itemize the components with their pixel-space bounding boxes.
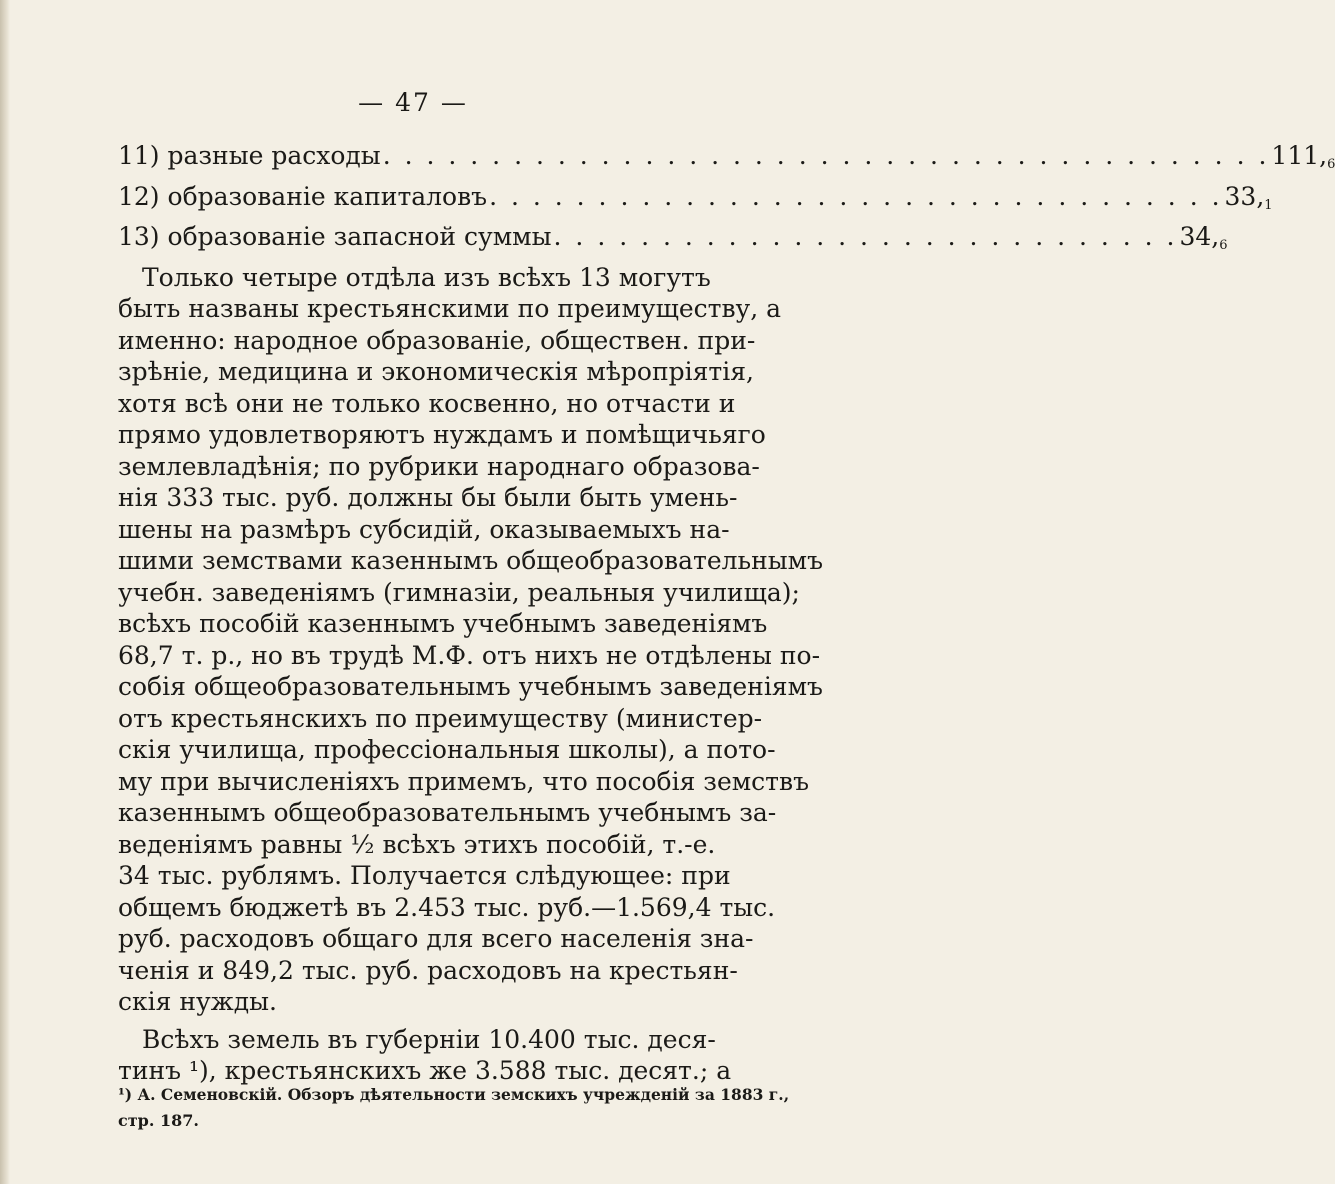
ledger-amount: $111,_6$ (1271, 141, 1335, 172)
ledger-item-13 (118, 221, 1228, 262)
footnote (118, 1082, 790, 1134)
ledger-amount: $33,_1$ (1224, 181, 1273, 213)
ledger-amount: $34,_6$ (1179, 222, 1228, 253)
text-line: землевладѣнія; по рубрики народнаго образова- (118, 451, 760, 481)
text-line: руб. расходовъ общаго для всего населенія зна- (118, 924, 754, 953)
text-line: веденіямъ равны ½ всѣхъ этихъ пособій, т.-е. (118, 829, 716, 859)
footnote-line: ¹) А. Семеновскій. Обзоръ дѣятельности земскихъ учрежденій за 1883 г., (118, 1085, 790, 1104)
page-body (118, 140, 1335, 1087)
leader-dots: . . . . . . . . . . . . . . . . . . . . . . . . . . . . . . . . . . . . . . . . . (382, 141, 1270, 170)
ledger-label: 12) образованіе капиталовъ (118, 181, 488, 211)
text-line: 34 тыс. рублямъ. Получается слѣдующее: при (118, 861, 731, 890)
text-line: ченія и 849,2 тыс. руб. расходовъ на крестьян- (118, 955, 738, 985)
ledger-item-11 (118, 140, 1335, 181)
text-line: Всѣхъ земель въ губерніи 10.400 тыс. деся- (142, 1024, 716, 1054)
ledger-label: 13) образованіе запасной суммы (118, 222, 552, 251)
text-line: отъ крестьянскихъ по преимуществу (министер- (118, 703, 763, 733)
text-line: прямо удовлетворяютъ нуждамъ и помѣщичьяго (118, 420, 766, 449)
leader-dots: . . . . . . . . . . . . . . . . . . . . . . . . . . . . . (553, 222, 1178, 251)
leader-dots: . . . . . . . . . . . . . . . . . . . . . . . . . . . . . . . . . . (489, 181, 1223, 211)
text-line: 68,7 т. р., но въ трудѣ М.Ф. отъ нихъ не отдѣлены по- (118, 640, 821, 670)
text-line: общемъ бюджетѣ въ 2.453 тыс. руб.—1.569,4 тыс. (118, 892, 776, 922)
page-number: — 47 — (358, 88, 468, 117)
text-line: хотя всѣ они не только косвенно, но отчасти и (118, 388, 736, 418)
text-line: быть названы крестьянскими по преимуществу, а (118, 294, 782, 323)
text-line: скія училища, профессіональныя школы), а пото- (118, 735, 776, 764)
page-edge (0, 0, 10, 1184)
text-line: Только четыре отдѣла изъ всѣхъ 13 могутъ (142, 262, 711, 292)
footnote-line: стр. 187. (118, 1111, 199, 1130)
text-line: зрѣніе, медицина и экономическія мѣропріятія, (118, 357, 754, 386)
ledger-item-12 (118, 181, 1273, 222)
text-line: му при вычисленіяхъ примемъ, что пособія земствъ (118, 766, 809, 796)
paragraph-four-departments (118, 262, 824, 1018)
text-line: шими земствами казеннымъ общеобразовательнымъ (118, 546, 824, 575)
text-line: нія 333 тыс. руб. должны бы были быть умень- (118, 483, 738, 512)
text-line: учебн. заведеніямъ (гимназіи, реальныя училища); (118, 577, 800, 607)
text-line: шены на размѣръ субсидій, оказываемыхъ на- (118, 514, 730, 544)
text-line: тинъ ¹), крестьянскихъ же 3.588 тыс. десят.; а (118, 1056, 732, 1085)
ledger-label: 11) разные расходы (118, 141, 381, 170)
text-line: именно: народное образованіе, обществен. при- (118, 325, 756, 355)
text-line: собія общеобразовательнымъ учебнымъ заведеніямъ (118, 672, 823, 701)
text-line: всѣхъ пособій казеннымъ учебнымъ заведеніямъ (118, 609, 768, 638)
text-line: казеннымъ общеобразовательнымъ учебнымъ за- (118, 798, 777, 827)
text-line: скія нужды. (118, 987, 277, 1016)
paragraph-land-totals (118, 1024, 732, 1087)
